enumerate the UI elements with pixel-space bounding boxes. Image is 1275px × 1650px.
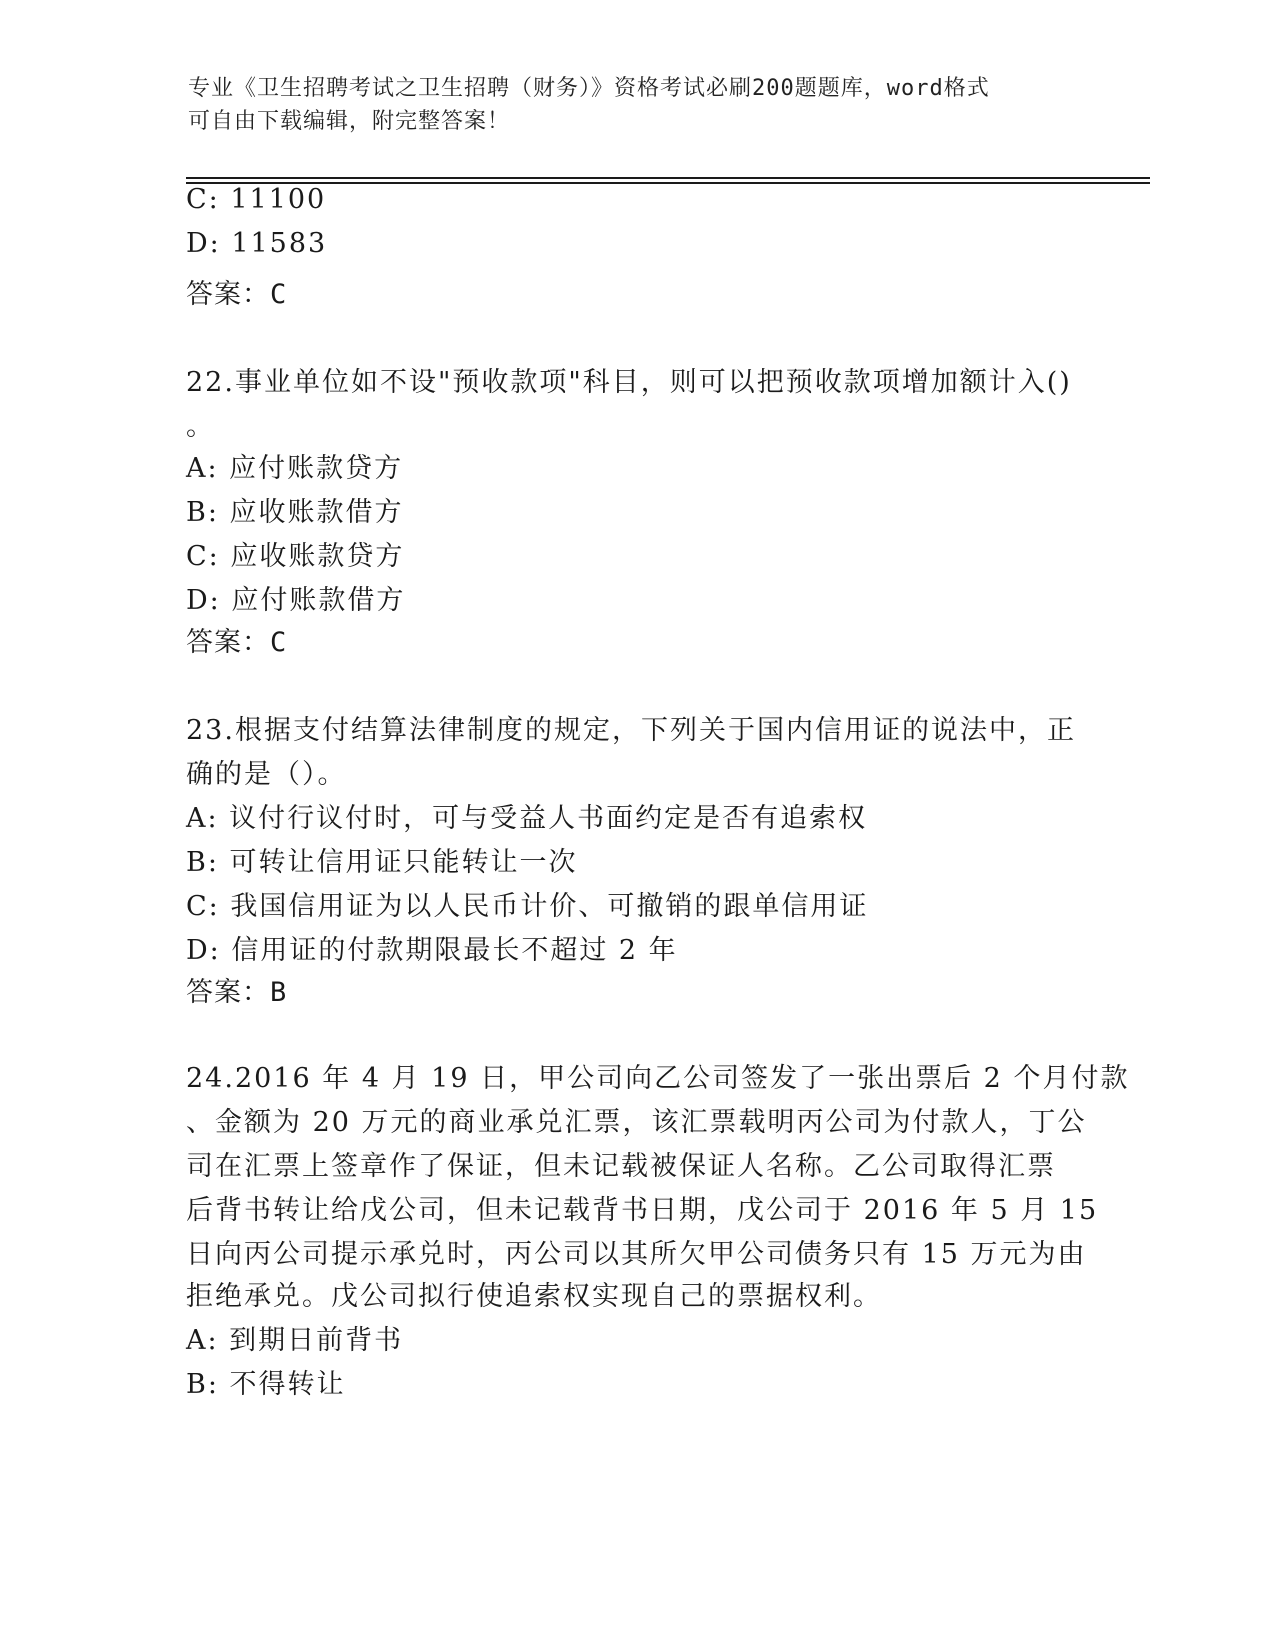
document-header [188, 72, 1088, 138]
q24-option-a: A: 到期日前背书 [186, 1325, 404, 1356]
header-divider-top [186, 177, 1150, 179]
q22-option-d: D: 应付账款借方 [186, 585, 406, 616]
q24-stem-line-3: 司在汇票上签章作了保证，但未记载被保证人名称。乙公司取得汇票 [186, 1151, 1056, 1182]
q23-option-c: C: 我国信用证为以人民币计价、可撤销的跟单信用证 [186, 891, 869, 922]
q23-answer: 答案：B [186, 977, 288, 1008]
header-title-line-2: 可自由下载编辑，附完整答案！ [188, 109, 511, 134]
q23-stem-line-1: 23.根据支付结算法律制度的规定，下列关于国内信用证的说法中，正 [186, 715, 1076, 746]
q24-option-b: B: 不得转让 [186, 1369, 346, 1400]
q22-option-c: C: 应收账款贷方 [186, 541, 405, 572]
header-divider-bottom [186, 182, 1150, 184]
q22-option-a: A: 应付账款贷方 [186, 453, 404, 484]
q23-option-a: A: 议付行议付时，可与受益人书面约定是否有追索权 [186, 803, 868, 834]
q22-option-b: B: 应收账款借方 [186, 497, 404, 528]
q24-stem-line-1: 24.2016 年 4 月 19 日，甲公司向乙公司签发了一张出票后 2 个月付款 [186, 1063, 1130, 1094]
q24-stem-line-5: 日向丙公司提示承兑时，丙公司以其所欠甲公司债务只有 15 万元为由 [186, 1239, 1087, 1270]
q21-answer: 答案：C [186, 279, 288, 310]
q24-stem-line-4: 后背书转让给戊公司，但未记载背书日期，戊公司于 2016 年 5 月 15 [186, 1195, 1099, 1226]
q21-option-c: C: 11100 [186, 184, 327, 215]
q24-stem-line-2: 、金额为 20 万元的商业承兑汇票，该汇票载明丙公司为付款人，丁公 [186, 1107, 1087, 1138]
q23-option-b: B: 可转让信用证只能转让一次 [186, 847, 578, 878]
q23-option-d: D: 信用证的付款期限最长不超过 2 年 [186, 935, 678, 966]
header-title-line-1: 专业《卫生招聘考试之卫生招聘（财务）》资格考试必刷200题题库，word格式 [188, 76, 990, 101]
q21-option-d: D: 11583 [186, 228, 328, 259]
q24-stem-line-6: 拒绝承兑。戊公司拟行使追索权实现自己的票据权利。 [186, 1281, 882, 1312]
q23-stem-line-2: 确的是（）。 [186, 759, 347, 790]
q22-stem-line-1: 22.事业单位如不设"预收款项"科目，则可以把预收款项增加额计入() [186, 367, 1072, 398]
q22-stem-line-2: 。 [186, 411, 215, 442]
q22-answer: 答案：C [186, 627, 288, 658]
